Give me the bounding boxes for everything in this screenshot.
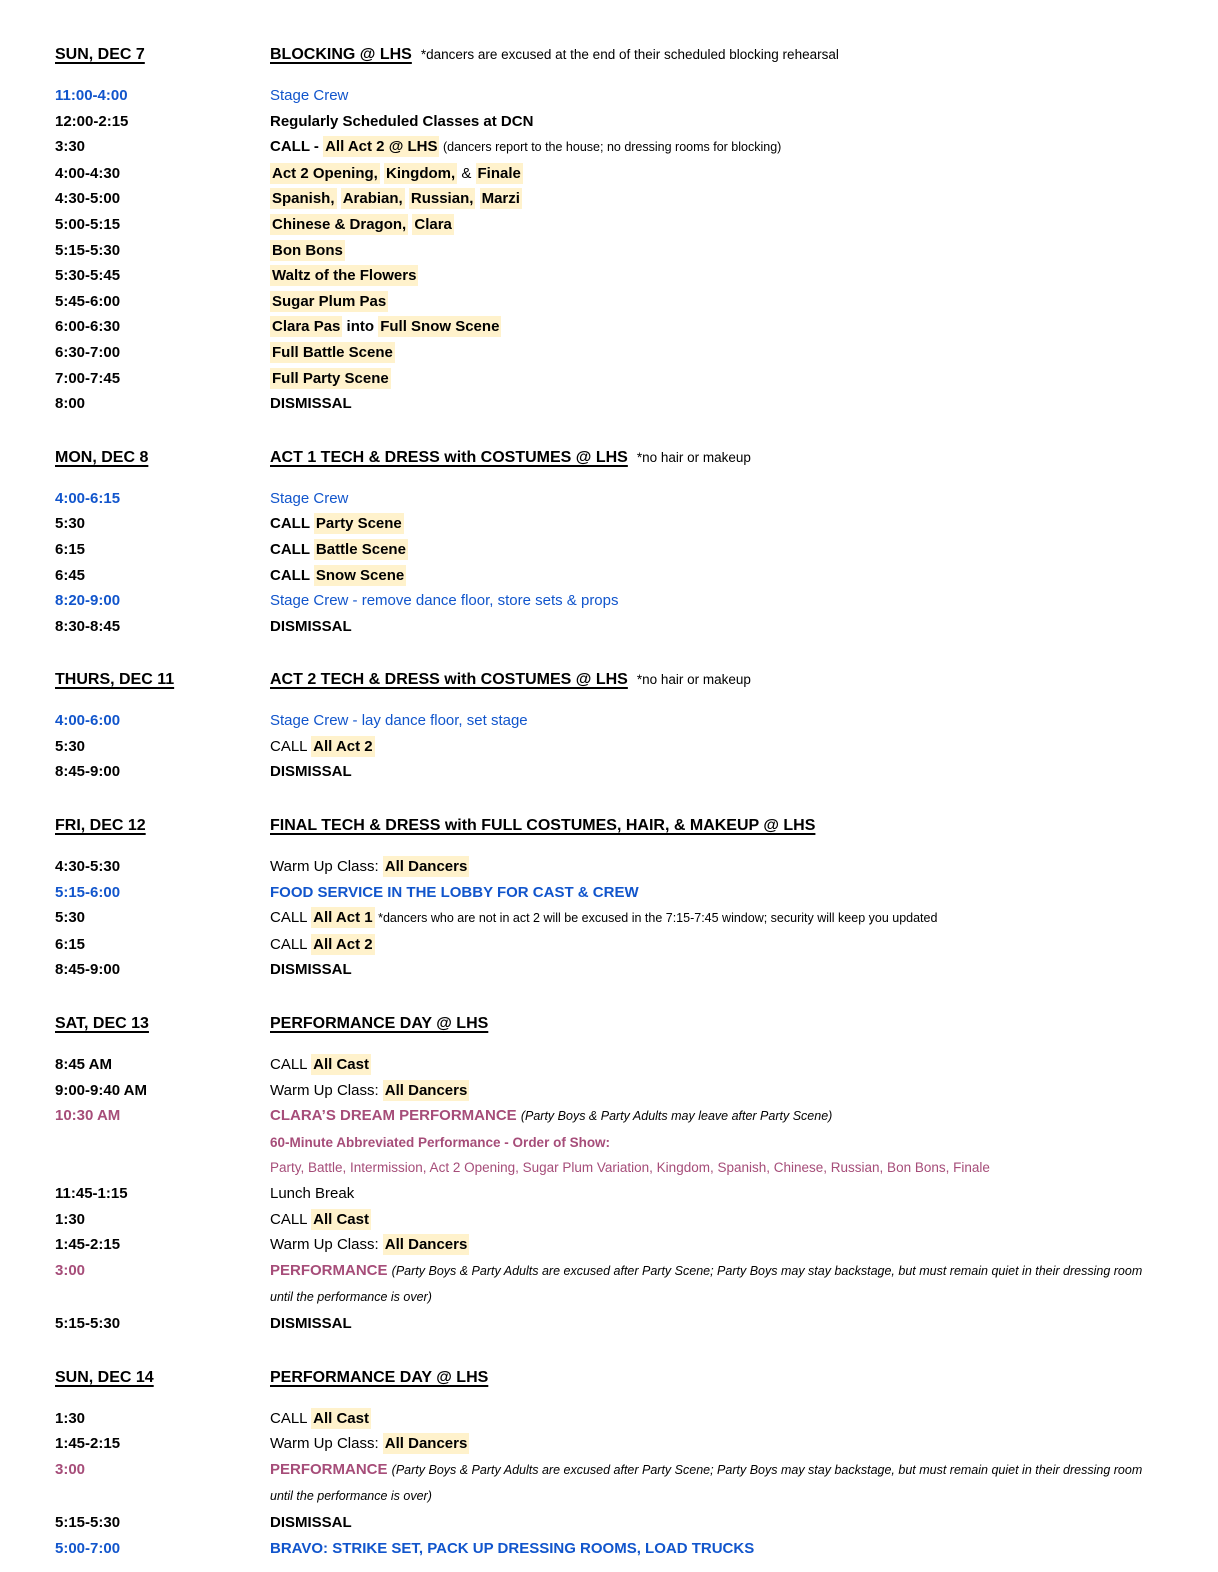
text-segment: Stage Crew - lay dance floor, set stage (270, 712, 528, 730)
highlighted-text: Finale (477, 164, 521, 182)
schedule-row (55, 614, 1198, 640)
highlighted-text: Full Snow Scene (380, 318, 500, 336)
schedule-row (55, 1078, 1198, 1104)
highlighted-text: All Dancers (384, 1081, 468, 1099)
row-time: 8:45-9:00 (55, 961, 121, 979)
schedule-row (55, 1431, 1198, 1457)
schedule-section (55, 42, 1198, 417)
schedule-row (55, 1232, 1198, 1258)
row-time: 6:45 (55, 566, 86, 584)
highlighted-text: Clara (414, 215, 452, 233)
schedule-row (55, 340, 1198, 366)
text-segment: Party, Battle, Intermission, Act 2 Opening, Sugar Plum Variation, Kingdom, Spanish, Chinese, Russian, Bon Bons, Finale (270, 1160, 990, 1176)
row-time: 1:45-2:15 (55, 1236, 121, 1254)
section-heading (270, 42, 839, 68)
schedule-row (55, 880, 1198, 906)
row-description (270, 134, 781, 161)
highlighted-text: Full Battle Scene (272, 343, 393, 361)
text-segment: Stage Crew (270, 489, 349, 507)
row-description (270, 932, 375, 958)
text-segment: DISMISSAL (270, 617, 352, 635)
row-description (270, 537, 408, 563)
row-description (270, 1431, 469, 1457)
text-segment: Lunch Break (270, 1185, 355, 1202)
highlighted-text: All Cast (313, 1409, 369, 1427)
text-segment: 60-Minute Abbreviated Performance - Order of Show: (270, 1134, 611, 1150)
schedule-row (55, 212, 1198, 238)
highlighted-text: Bon Bons (272, 241, 343, 259)
schedule-row (55, 1258, 1198, 1311)
schedule-row (55, 1130, 1198, 1156)
text-segment: DISMISSAL (270, 395, 352, 413)
row-time: 6:30-7:00 (55, 343, 121, 361)
text-segment: into (342, 318, 379, 336)
highlighted-text: Arabian, (342, 190, 403, 208)
schedule-row (55, 537, 1198, 563)
row-time: 5:15-5:30 (55, 241, 121, 259)
row-time: 4:30-5:30 (55, 858, 121, 876)
schedule-row (55, 486, 1198, 512)
schedule-row (55, 734, 1198, 760)
section-date: SUN, DEC 14 (55, 1368, 154, 1386)
section-header (55, 1365, 1198, 1391)
row-time: 8:45 AM (55, 1056, 112, 1074)
row-time: 1:30 (55, 1210, 86, 1228)
section-heading (270, 813, 815, 839)
schedule-section (55, 445, 1198, 640)
row-description (270, 1311, 352, 1337)
row-time: 4:30-5:00 (55, 190, 121, 208)
text-segment: Warm Up Class: (270, 858, 383, 876)
text-segment: DISMISSAL (270, 961, 352, 979)
text-segment: (Party Boys & Party Adults may leave after Party Scene) (520, 1109, 833, 1124)
highlighted-text: Full Party Scene (272, 369, 389, 387)
text-segment: DISMISSAL (270, 1314, 352, 1332)
row-description (270, 1155, 990, 1181)
row-time: 6:00-6:30 (55, 318, 121, 336)
text-segment: (dancers report to the house; no dressing rooms for blocking) (439, 140, 782, 155)
row-time: 4:00-6:00 (55, 712, 121, 730)
text-segment: BRAVO: STRIKE SET, PACK UP DRESSING ROOMS, LOAD TRUCKS (270, 1539, 755, 1557)
schedule-section (55, 813, 1198, 983)
row-description (270, 511, 404, 537)
text-segment: (Party Boys & Party Adults are excused after Party Scene; Party Boys may stay backstage, but must remain quiet in their dressing room until the performance is over) (270, 1462, 1143, 1504)
text-segment: CALL (270, 1056, 312, 1074)
row-description (270, 1457, 1150, 1510)
text-segment: DISMISSAL (270, 1513, 352, 1531)
schedule-row (55, 854, 1198, 880)
highlighted-text: Sugar Plum Pas (272, 292, 387, 310)
text-segment: CLARA’S DREAM PERFORMANCE (270, 1107, 521, 1125)
schedule-row (55, 563, 1198, 589)
row-time: 11:00-4:00 (55, 87, 128, 104)
text-segment: CALL (270, 566, 314, 584)
row-time: 5:30-5:45 (55, 267, 121, 285)
text-segment: CALL (270, 1409, 312, 1427)
section-title: FINAL TECH & DRESS with FULL COSTUMES, HAIR, & MAKEUP @ LHS (270, 817, 816, 835)
row-time: 8:00 (55, 395, 86, 413)
row-time: 3:00 (55, 1460, 86, 1478)
section-title-note: *dancers are excused at the end of their scheduled blocking rehearsal (420, 47, 839, 62)
row-time: 5:45-6:00 (55, 292, 121, 310)
text-segment: CALL (270, 935, 312, 953)
schedule-section (55, 1011, 1198, 1337)
schedule-row (55, 1207, 1198, 1233)
highlighted-text: All Act 2 (313, 935, 373, 953)
schedule-section (55, 667, 1198, 785)
row-time: 5:15-5:30 (55, 1314, 121, 1332)
section-heading (270, 1011, 488, 1037)
row-time: 7:00-7:45 (55, 369, 121, 387)
schedule-row (55, 109, 1198, 135)
section-title-note: *no hair or makeup (636, 672, 751, 688)
row-description (270, 563, 406, 589)
section-date: THURS, DEC 11 (55, 671, 175, 689)
highlighted-text: Clara Pas (272, 318, 341, 336)
text-segment: PERFORMANCE (270, 1460, 392, 1478)
highlighted-text: All Cast (313, 1056, 369, 1074)
section-title-note: *no hair or makeup (636, 449, 751, 465)
row-description (270, 289, 388, 315)
section-header (55, 445, 1198, 471)
row-description (270, 1052, 371, 1078)
row-description (270, 1078, 469, 1104)
highlighted-text: All Cast (313, 1210, 369, 1228)
row-time: 3:30 (55, 138, 86, 156)
highlighted-text: Snow Scene (315, 566, 405, 584)
row-description (270, 161, 523, 187)
row-description (270, 1232, 469, 1258)
section-date: FRI, DEC 12 (55, 817, 146, 835)
section-title: ACT 1 TECH & DRESS with COSTUMES @ LHS (270, 448, 628, 466)
text-segment: CALL (270, 515, 314, 533)
highlighted-text: Spanish, (272, 190, 335, 208)
row-description (270, 366, 391, 392)
schedule-row (55, 238, 1198, 264)
highlighted-text: Waltz of the Flowers (272, 267, 417, 285)
row-description (270, 314, 501, 340)
highlighted-text: Russian, (410, 190, 474, 208)
row-time: 5:30 (55, 909, 86, 927)
text-segment (475, 190, 479, 207)
row-description (270, 1181, 354, 1207)
schedule-row (55, 161, 1198, 187)
highlighted-text: All Dancers (384, 1236, 468, 1254)
highlighted-text: All Act 2 (313, 737, 373, 755)
schedule-row (55, 1052, 1198, 1078)
row-description (270, 614, 352, 640)
schedule-body (55, 42, 1198, 1561)
text-segment: *dancers who are not in act 2 will be excused in the 7:15-7:45 window; security will keep you updated (374, 911, 938, 926)
row-time: 5:15-6:00 (55, 883, 121, 901)
row-time: 5:00-7:00 (55, 1539, 121, 1557)
section-title: ACT 2 TECH & DRESS with COSTUMES @ LHS (270, 671, 628, 689)
section-heading (270, 667, 751, 693)
row-description (270, 708, 528, 734)
highlighted-text: All Dancers (384, 1435, 468, 1453)
row-description (270, 588, 619, 614)
section-title: PERFORMANCE DAY @ LHS (270, 1368, 489, 1386)
section-title: PERFORMANCE DAY @ LHS (270, 1015, 489, 1033)
row-description (270, 340, 395, 366)
text-segment: Stage Crew - remove dance floor, store sets & props (270, 592, 619, 610)
schedule-row (55, 1406, 1198, 1432)
row-description (270, 759, 352, 785)
highlighted-text: All Act 1 (313, 909, 373, 927)
row-time: 11:45-1:15 (55, 1185, 128, 1202)
row-description (270, 212, 454, 238)
row-description (270, 1103, 832, 1130)
text-segment: CALL (270, 1210, 312, 1228)
text-segment: PERFORMANCE (270, 1261, 392, 1279)
text-segment: Warm Up Class: (270, 1435, 383, 1453)
row-description (270, 957, 352, 983)
row-description (270, 1258, 1150, 1311)
row-description (270, 186, 522, 212)
row-time: 1:45-2:15 (55, 1435, 121, 1453)
schedule-row (55, 708, 1198, 734)
schedule-row (55, 1510, 1198, 1536)
row-description (270, 391, 352, 417)
text-segment: FOOD SERVICE IN THE LOBBY FOR CAST & CREW (270, 883, 639, 901)
schedule-row (55, 957, 1198, 983)
row-description (270, 1130, 610, 1156)
schedule-row (55, 391, 1198, 417)
highlighted-text: Kingdom, (386, 164, 456, 182)
row-time: 5:15-5:30 (55, 1513, 121, 1531)
row-time: 6:15 (55, 935, 86, 953)
text-segment: & (457, 164, 476, 182)
row-time: 8:20-9:00 (55, 592, 121, 610)
text-segment: CALL (270, 737, 312, 755)
highlighted-text: Chinese & Dragon, (272, 215, 407, 233)
row-time: 9:00-9:40 AM (55, 1081, 147, 1099)
section-date: MON, DEC 8 (55, 448, 149, 466)
row-description (270, 83, 348, 109)
schedule-row (55, 1181, 1198, 1207)
schedule-row (55, 186, 1198, 212)
row-time: 10:30 AM (55, 1107, 121, 1125)
section-header (55, 813, 1198, 839)
section-date: SAT, DEC 13 (55, 1015, 149, 1033)
row-time: 4:00-4:30 (55, 164, 121, 182)
schedule-row (55, 314, 1198, 340)
schedule-row (55, 366, 1198, 392)
schedule-row (55, 263, 1198, 289)
row-description (270, 1406, 371, 1432)
text-segment: DISMISSAL (270, 763, 352, 781)
schedule-row (55, 134, 1198, 161)
highlighted-text: Party Scene (315, 515, 402, 533)
row-time: 8:45-9:00 (55, 763, 121, 781)
schedule-row (55, 905, 1198, 932)
text-segment: Warm Up Class: (270, 1236, 383, 1254)
text-segment: CALL - (270, 138, 324, 156)
row-description (270, 905, 937, 932)
section-date: SUN, DEC 7 (55, 46, 145, 63)
row-description (270, 854, 469, 880)
row-time: 5:00-5:15 (55, 215, 121, 233)
row-time: 6:15 (55, 540, 86, 558)
row-description (270, 734, 375, 760)
row-description (270, 1207, 371, 1233)
row-description (270, 486, 348, 512)
section-title: BLOCKING @ LHS (270, 46, 412, 63)
highlighted-text: Act 2 Opening, (272, 164, 378, 182)
schedule-row (55, 1536, 1198, 1562)
schedule-section (55, 1365, 1198, 1562)
row-description (270, 1510, 352, 1536)
schedule-row (55, 932, 1198, 958)
schedule-row (55, 1103, 1198, 1130)
row-time: 3:00 (55, 1261, 86, 1279)
row-time: 5:30 (55, 515, 86, 533)
text-segment: Warm Up Class: (270, 1081, 383, 1099)
row-description (270, 1536, 754, 1562)
schedule-row (55, 588, 1198, 614)
schedule-row (55, 83, 1198, 109)
highlighted-text: Battle Scene (315, 540, 406, 558)
schedule-row (55, 1311, 1198, 1337)
row-time: 5:30 (55, 737, 86, 755)
highlighted-text: All Act 2 @ LHS (325, 138, 438, 156)
section-header (55, 42, 1198, 68)
section-heading (270, 445, 751, 471)
schedule-row (55, 511, 1198, 537)
section-heading (270, 1365, 488, 1391)
row-description (270, 263, 418, 289)
row-description (270, 109, 533, 135)
text-segment: Stage Crew (270, 87, 349, 104)
section-header (55, 667, 1198, 693)
row-time: 1:30 (55, 1409, 86, 1427)
text-segment: Regularly Scheduled Classes at DCN (270, 112, 534, 130)
text-segment: CALL (270, 540, 314, 558)
row-time: 12:00-2:15 (55, 112, 129, 130)
highlighted-text: All Dancers (384, 858, 468, 876)
section-header (55, 1011, 1198, 1037)
schedule-row (55, 1457, 1198, 1510)
row-description (270, 238, 345, 264)
row-time: 8:30-8:45 (55, 617, 121, 635)
schedule-row (55, 759, 1198, 785)
highlighted-text: Marzi (481, 190, 520, 208)
row-time: 4:00-6:15 (55, 489, 121, 507)
text-segment: (Party Boys & Party Adults are excused after Party Scene; Party Boys may stay backstage, but must remain quiet in their dressing room until the performance is over) (270, 1263, 1143, 1305)
text-segment: CALL (270, 909, 312, 927)
schedule-row (55, 1155, 1198, 1181)
row-description (270, 880, 639, 906)
schedule-row (55, 289, 1198, 315)
